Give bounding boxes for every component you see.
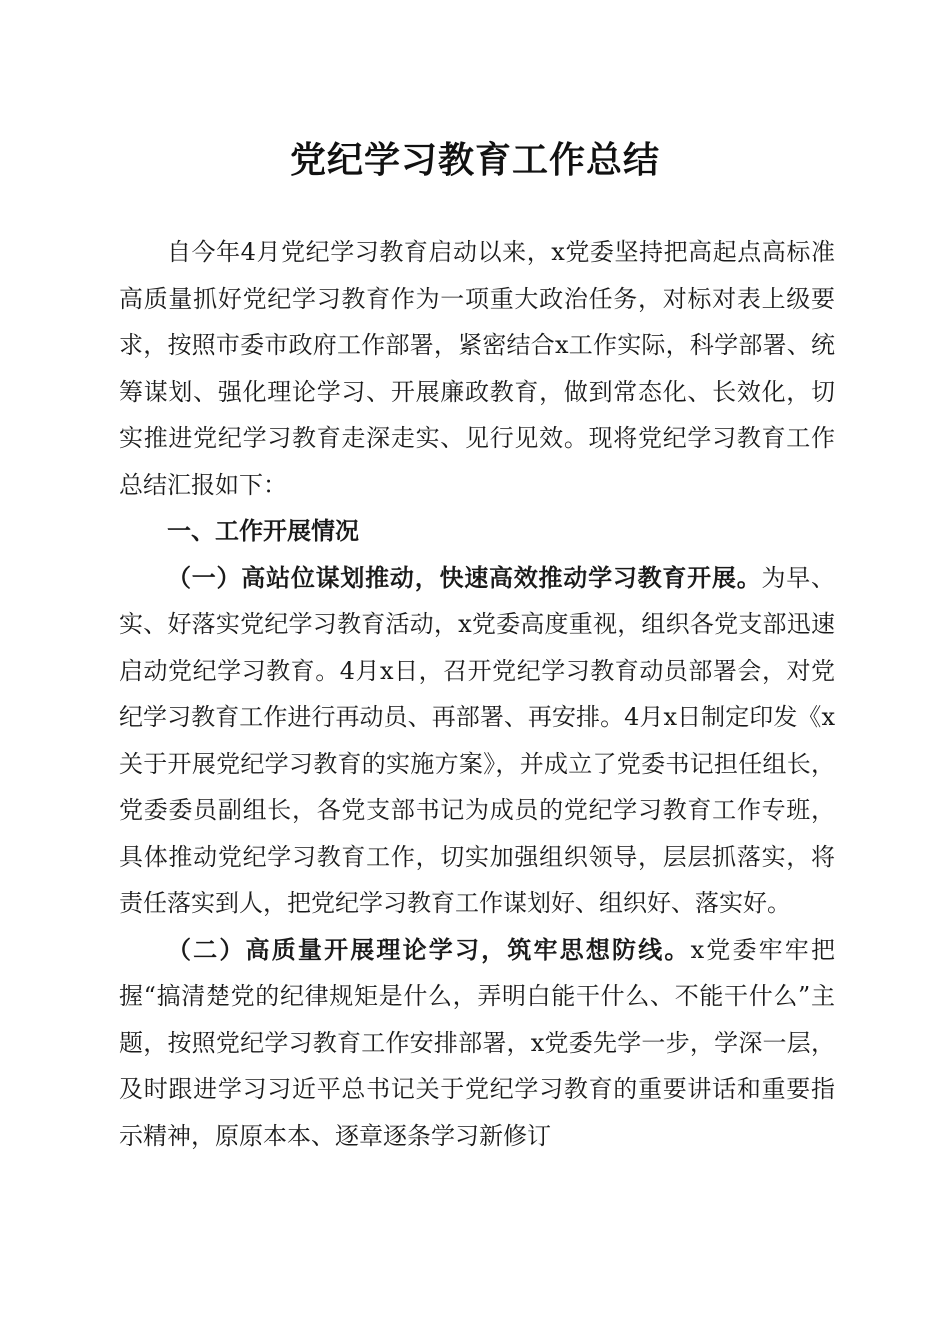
document-body [119,229,835,1159]
subsection-1-paragraph [119,555,835,927]
subsection-1-heading: （一）高站位谋划推动，快速高效推动学习教育开展。 [167,562,762,592]
subsection-2-heading: （二）高质量开展理论学习，筑牢思想防线。 [167,934,691,964]
intro-paragraph: 自今年4月党纪学习教育启动以来，x党委坚持把高起点高标准高质量抓好党纪学习教育作为一项重大政治任务，对标对表上级要求，按照市委市政府工作部署，紧密结合x工作实际，科学部署、统筹谋划、强化理论学习、开展廉政教育，做到常态化、长效化，切实推进党纪学习教育走深走实、见行见效。现将党纪学习教育工作总结汇报如下： [119,238,835,499]
subsection-2-text: x党委牢牢把握“搞清楚党的纪律规矩是什么，弄明白能干什么、不能干什么”主题，按照党纪学习教育工作安排部署，x党委先学一步，学深一层，及时跟进学习习近平总书记关于党纪学习教育的重要讲话和重要指示精神，原原本本、逐章逐条学习新修订 [119,935,835,1150]
section-heading-work-progress: 一、工作开展情况 [167,517,359,545]
document-title: 党纪学习教育工作总结 [289,139,660,181]
subsection-1-text: 为早、实、好落实党纪学习教育活动，x党委高度重视，组织各党支部迅速启动党纪学习教育。4月x日，召开党纪学习教育动员部署会，对党纪学习教育工作进行再动员、再部署、再安排。4月x日制定印发《x关于开展党纪学习教育的实施方案》，并成立了党委书记担任组长，党委委员副组长，各党支部书记为成员的党纪学习教育工作专班，具体推动党纪学习教育工作，切实加强组织领导，层层抓落实，将责任落实到人，把党纪学习教育工作谋划好、组织好、落实好。 [119,563,836,917]
subsection-2-paragraph [119,927,835,1160]
